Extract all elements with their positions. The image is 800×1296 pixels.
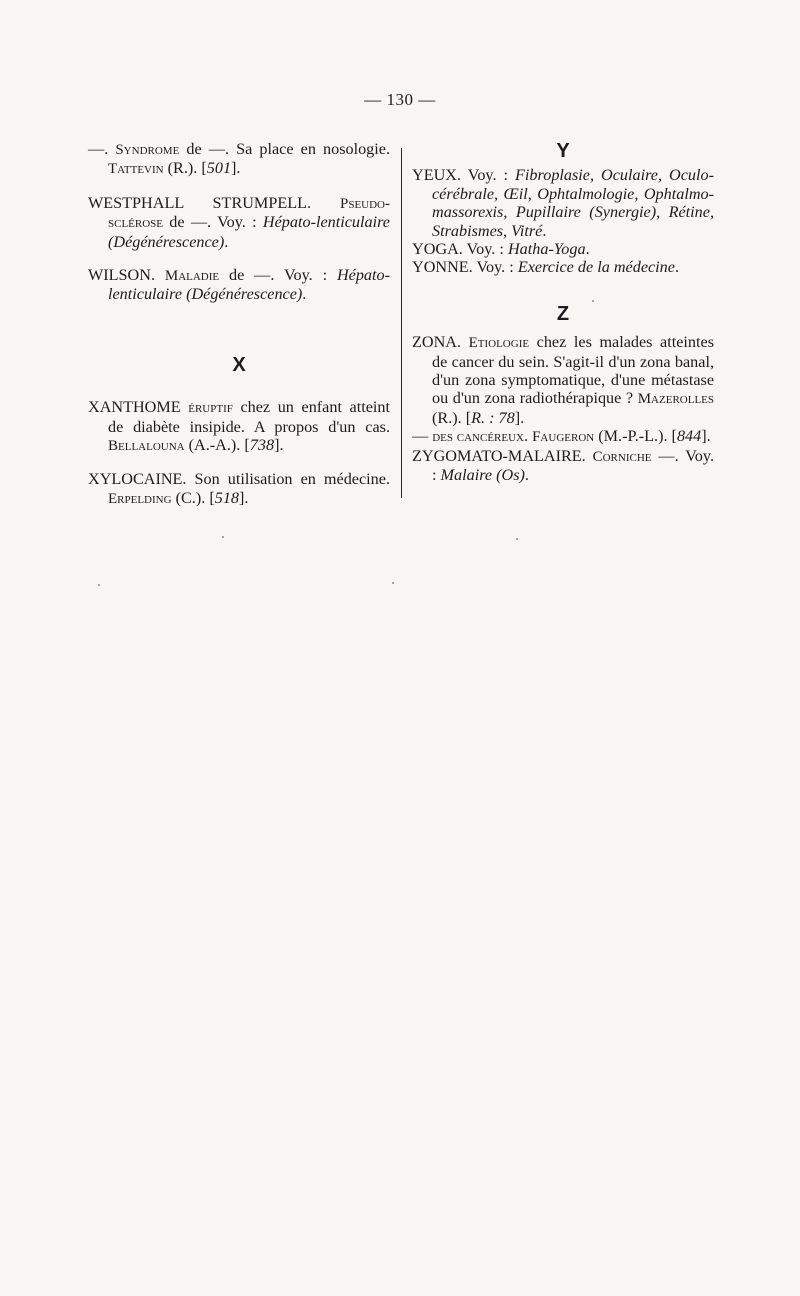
entry-text: .: [674, 258, 680, 277]
print-speck: [222, 536, 224, 538]
right-column: [412, 140, 714, 485]
index-entry: [88, 266, 390, 304]
index-entry: [412, 333, 714, 427]
index-entry: [412, 447, 714, 485]
entry-text: des cancéreux: [432, 429, 524, 446]
entry-text: YOGA. Voy. :: [412, 240, 508, 259]
entry-text: Faugeron: [532, 429, 595, 446]
entry-text: 844: [676, 427, 702, 446]
index-entry: [412, 258, 714, 276]
entry-text: Syndrome: [115, 142, 180, 158]
entry-text: (A.-A.). [: [184, 436, 250, 455]
left-column: [88, 140, 390, 523]
index-entry: [88, 140, 390, 179]
entry-text: chez les malades atteintes de cancer du sein. S'agit-il d'un zona banal, d'un zona symptomatique, d'une métastase ou d'un zona radiothérapique ?: [432, 333, 714, 408]
print-speck: [592, 300, 594, 302]
entry-text: Bellalouna: [108, 438, 185, 455]
entry-text: WESTPHALL STRUMPELL.: [88, 193, 340, 212]
index-entry: [88, 398, 390, 455]
entries-z: [412, 333, 714, 484]
entry-text: éruptif: [188, 400, 233, 417]
print-speck: [516, 538, 518, 540]
entry-text: 518: [214, 488, 239, 507]
entry-text: —. Voy. :: [432, 446, 714, 485]
entry-text: Fibroplasie, Oculaire, Oculo-cérébrale, Œil, Ophtalmologie, Ophtalmo-massorexis, Pupillaire (Synergie), Rétine, Strabismes, Vitré: [432, 166, 714, 240]
entry-text: Hatha-Yoga: [507, 240, 586, 259]
entry-text: XANTHOME: [88, 398, 189, 417]
entry-text: Hépato-lenticulaire (Dégénérescence): [108, 213, 390, 251]
entry-text: Etiologie: [468, 335, 530, 352]
entries-y: [412, 166, 714, 276]
index-entry: [412, 166, 714, 240]
entry-text: YEUX. Voy. :: [412, 166, 516, 185]
entry-text: 501: [206, 159, 232, 178]
entry-text: ].: [239, 488, 249, 507]
entry-text: Maladie: [164, 268, 220, 285]
entry-text: (M.-P.-L.). [: [594, 427, 677, 446]
entry-text: (R.). [: [432, 408, 472, 427]
entry-text: —: [412, 427, 433, 446]
entry-text: Exercice de la médecine: [517, 258, 675, 277]
entry-text: .: [542, 221, 547, 240]
entry-text: —.: [88, 140, 116, 158]
index-entry: [88, 194, 390, 251]
index-entry: [88, 470, 390, 508]
entry-text: ].: [514, 408, 525, 427]
entry-text: WILSON.: [88, 266, 165, 285]
section-letter-x: X: [232, 353, 246, 376]
index-entry: [412, 427, 714, 446]
entry-text: (R.). [: [163, 159, 207, 178]
entry-text: 738: [249, 436, 275, 455]
entry-text: de —. Voy. :: [163, 213, 263, 232]
entry-text: (C.). [: [171, 488, 215, 507]
entry-text: de —. Voy. :: [219, 266, 337, 285]
index-entry: [412, 240, 714, 258]
entry-text: Malaire (Os): [440, 466, 525, 485]
entry-text: Corniche: [592, 448, 652, 465]
entries-bottom: [88, 398, 390, 508]
column-divider: [401, 148, 402, 498]
print-speck: [392, 582, 394, 584]
entry-text: chez un enfant atteint de diabète insipide. A propos d'un cas.: [108, 398, 391, 436]
entry-text: ZONA.: [412, 333, 469, 352]
entry-text: XYLOCAINE. Son utilisation en médecine.: [88, 470, 390, 489]
entry-text: Pseudo-sclérose: [108, 195, 390, 232]
entries-top: [88, 140, 390, 304]
entry-text: R. : 78: [471, 408, 515, 427]
entry-text: ZYGOMATO-MALAIRE.: [412, 446, 593, 465]
entry-text: ].: [274, 436, 284, 455]
section-letter-z: Z: [556, 302, 570, 325]
print-speck: [98, 584, 100, 586]
page-number: — 130 —: [364, 90, 436, 109]
entry-text: .: [524, 466, 529, 485]
entry-text: Erpelding: [108, 490, 172, 507]
entry-text: YONNE. Voy. :: [412, 258, 518, 277]
entry-text: de —. Sa place en nosologie.: [179, 140, 391, 158]
entry-text: .: [224, 232, 229, 251]
section-letter-y: Y: [556, 140, 570, 162]
entry-text: ].: [231, 159, 241, 178]
entry-text: .: [524, 427, 533, 446]
entry-text: .: [585, 240, 590, 259]
entry-text: Hépato-lenticulaire (Dégénérescence): [108, 266, 390, 304]
entry-text: Mazerolles: [637, 391, 714, 408]
entry-text: .: [302, 285, 307, 304]
entry-text: Tattevin: [108, 161, 164, 178]
entry-text: ].: [701, 427, 711, 446]
